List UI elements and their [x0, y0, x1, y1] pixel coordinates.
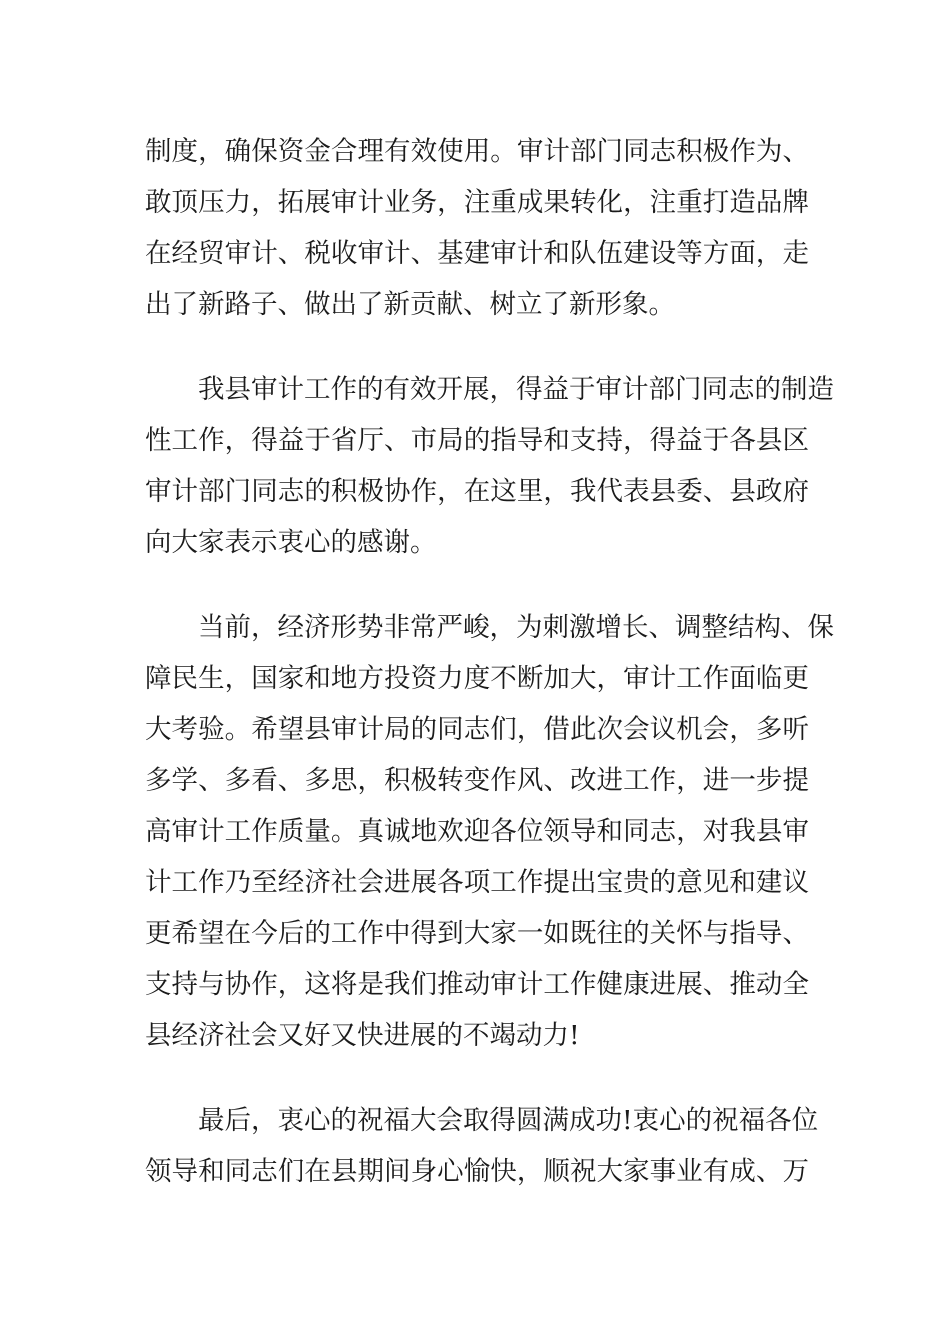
- text-line: 当前，经济形势非常严峻，为刺激增长、调整结构、保: [145, 612, 834, 643]
- text-line: 我县审计工作的有效开展，得益于审计部门同志的制造: [145, 374, 834, 405]
- text-line: 障民生，国家和地方投资力度不断加大，审计工作面临更: [145, 663, 809, 694]
- text-line: 在经贸审计、税收审计、基建审计和队伍建设等方面，走: [145, 238, 809, 269]
- text-line: 审计部门同志的积极协作，在这里，我代表县委、县政府: [145, 476, 809, 507]
- text-line: 性工作，得益于省厅、市局的指导和支持，得益于各县区: [145, 425, 809, 456]
- text-line: 高审计工作质量。真诚地欢迎各位领导和同志，对我县审: [145, 816, 809, 847]
- text-line: 最后，衷心的祝福大会取得圆满成功!衷心的祝福各位: [145, 1105, 819, 1136]
- text-line: 制度，确保资金合理有效使用。审计部门同志积极作为、: [145, 136, 809, 167]
- document-body: [145, 126, 834, 1197]
- text-line: 多学、多看、多思，积极转变作风、改进工作，进一步提: [145, 765, 809, 796]
- text-line: 更希望在今后的工作中得到大家一如既往的关怀与指导、: [145, 918, 809, 949]
- text-line: 敢顶压力，拓展审计业务，注重成果转化，注重打造品牌: [145, 187, 809, 218]
- paragraph-2: [145, 364, 834, 568]
- text-line: 大考验。希望县审计局的同志们，借此次会议机会，多听: [145, 714, 809, 745]
- text-line: 向大家表示衷心的感谢。: [145, 527, 437, 558]
- text-line: 计工作乃至经济社会进展各项工作提出宝贵的意见和建议: [145, 867, 809, 898]
- paragraph-4: [145, 1095, 819, 1197]
- text-line: 出了新路子、做出了新贡献、树立了新形象。: [145, 289, 675, 320]
- text-line: 领导和同志们在县期间身心愉快，顺祝大家事业有成、万: [145, 1156, 809, 1187]
- paragraph-3: [145, 602, 834, 1061]
- text-line: 县经济社会又好又快进展的不竭动力!: [145, 1020, 580, 1051]
- paragraph-1: [145, 126, 809, 330]
- text-line: 支持与协作，这将是我们推动审计工作健康进展、推动全: [145, 969, 809, 1000]
